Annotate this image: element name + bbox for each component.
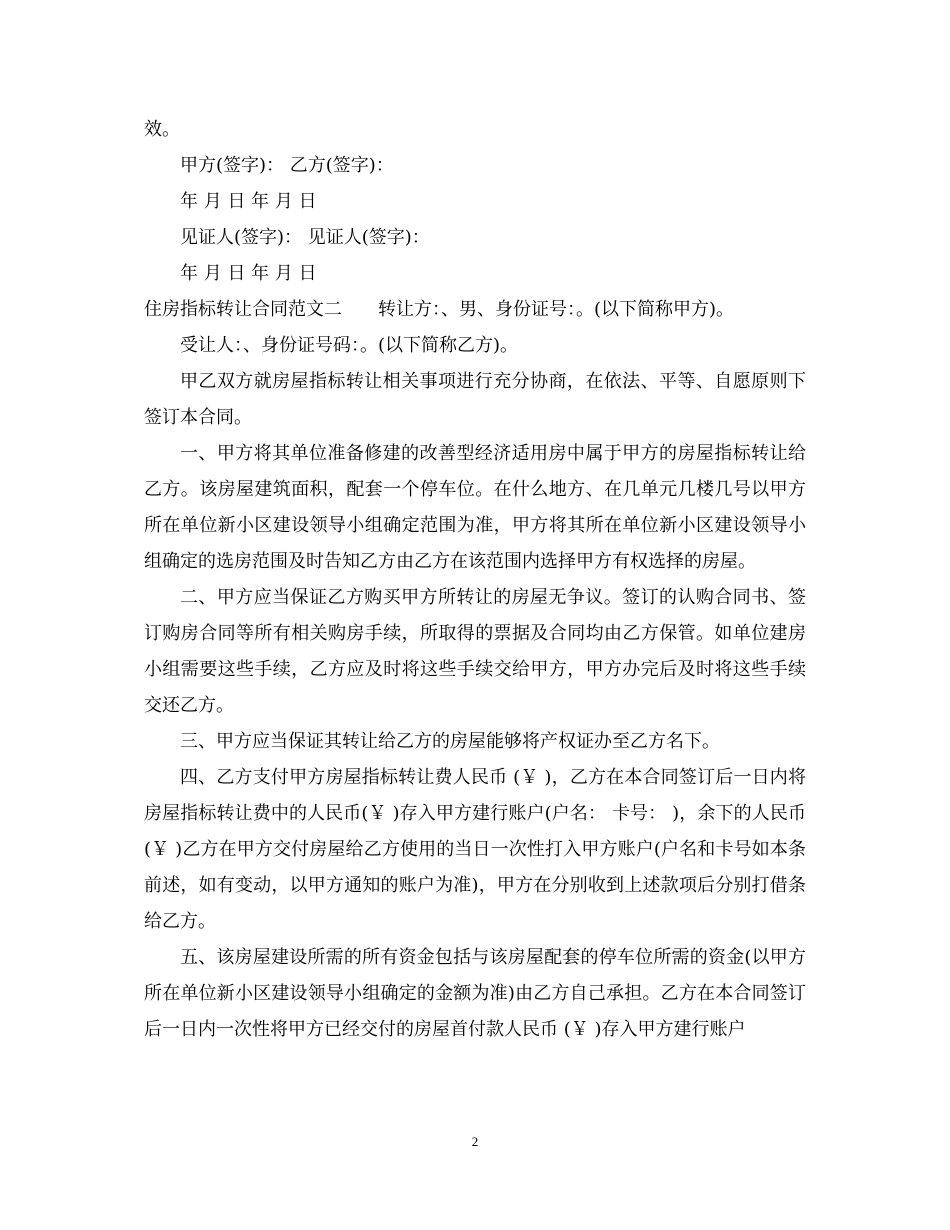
signature-line-parties: 甲方(签字)： 乙方(签字)： xyxy=(180,155,394,176)
page-number: 2 xyxy=(471,1134,479,1149)
signature-line-witnesses: 见证人(签字)： 见证人(签字)： xyxy=(180,227,430,248)
paragraph-clause-3: 三、甲方应当保证其转让给乙方的房屋能够将产权证办至乙方名下。 xyxy=(180,731,720,752)
paragraph-clause-2: 二、甲方应当保证乙方购买甲方所转让的房屋无争议。签订的认购合同书、签订购房合同等所有相关购房手续，所取得的票据及合同均由乙方保管。如单位建房小组需要这些手续，乙方应及时将这些手续交给甲方，甲方办完后及时将这些手续交还乙方。 xyxy=(144,587,806,716)
paragraph-clause-4: 四、乙方支付甲方房屋指标转让费人民币 (￥ )，乙方在本合同签订后一日内将房屋指标转让费中的人民币(￥ )存入甲方建行账户(户名： 卡号： )，余下的人民币 (￥ )乙方在甲方交付房屋给乙方使用的当日一次性打入甲方账户(户名和卡号如本条前述，如有变动，以甲方通知的账户为准)，甲方在分别收到上述款项后分别打借条给乙方。 xyxy=(144,767,806,932)
document-body xyxy=(144,112,806,1048)
date-line-witnesses: 年 月 日 年 月 日 xyxy=(180,263,317,284)
text-line-1: 效。 xyxy=(144,119,180,140)
date-line-parties: 年 月 日 年 月 日 xyxy=(180,191,317,212)
section-title-line: 住房指标转让合同范文二 转让方：、男、身份证号：。(以下简称甲方)。 xyxy=(144,299,735,320)
paragraph-clause-1: 一、甲方将其单位准备修建的改善型经济适用房中属于甲方的房屋指标转让给乙方。该房屋建筑面积，配套一个停车位。在什么地方、在几单元几楼几号以甲方所在单位新小区建设领导小组确定范围为准，甲方将其所在单位新小区建设领导小组确定的选房范围及时告知乙方由乙方在该范围内选择甲方有权选择的房屋。 xyxy=(144,443,806,572)
paragraph-clause-5: 五、该房屋建设所需的所有资金包括与该房屋配套的停车位所需的资金(以甲方所在单位新小区建设领导小组确定的金额为准)由乙方自己承担。乙方在本合同签订后一日内一次性将甲方已经交付的房屋首付款人民币 (￥ )存入甲方建行账户 xyxy=(144,947,806,1040)
paragraph-intro: 甲乙双方就房屋指标转让相关事项进行充分协商，在依法、平等、自愿原则下签订本合同。 xyxy=(144,371,806,428)
transferee-line: 受让人：、身份证号码：。(以下简称乙方)。 xyxy=(180,335,519,356)
